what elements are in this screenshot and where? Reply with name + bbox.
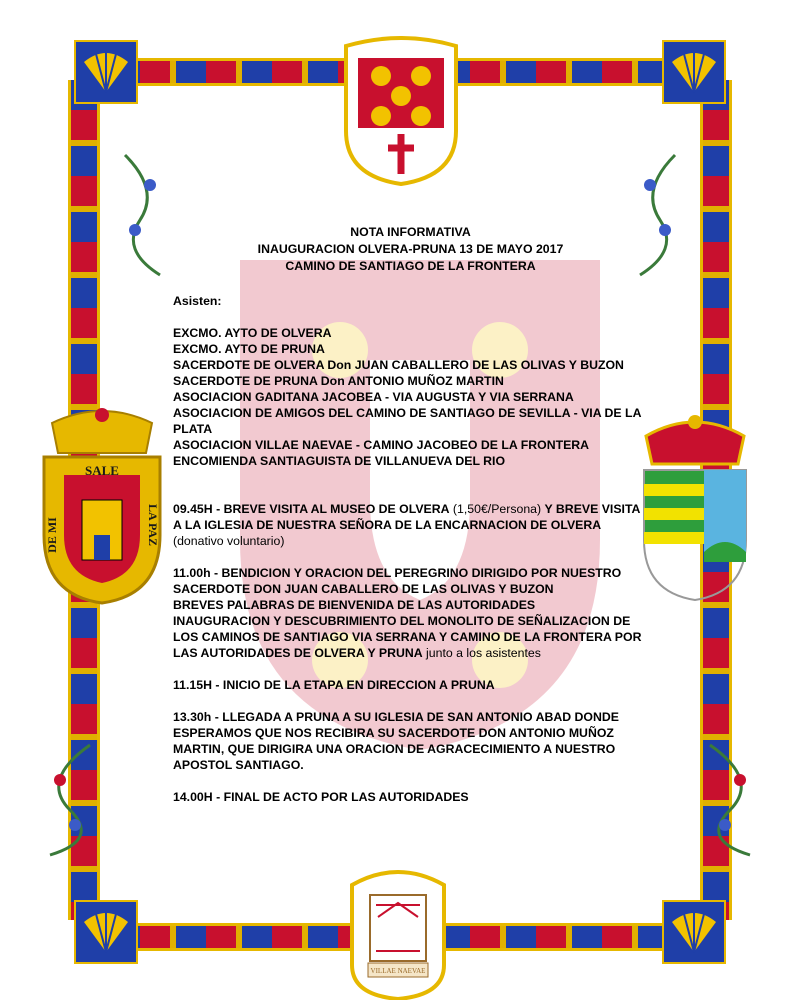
schedule-item-note: junto a los asistentes: [422, 646, 541, 660]
scallop-shell-icon: [662, 40, 726, 104]
attendee-item: SACERDOTE DE PRUNA Don ANTONIO MUÑOZ MARTIN: [173, 374, 504, 388]
vine-decoration: [700, 740, 770, 860]
seal-right-text: LA PAZ: [146, 503, 160, 547]
document-body: [173, 224, 648, 805]
document-route: CAMINO DE SANTIAGO DE LA FRONTERA: [285, 259, 536, 273]
scallop-shell-icon: [662, 900, 726, 964]
schedule-item: BREVES PALABRAS DE BIENVENIDA DE LAS AUTORIDADES: [173, 598, 536, 612]
schedule-item-price: (1,50€/Persona): [449, 502, 545, 516]
schedule-item-text: 09.45H - BREVE VISITA AL MUSEO DE OLVERA: [173, 502, 450, 516]
schedule-item: [173, 501, 648, 549]
seal-top-text: SALE: [85, 463, 119, 478]
villae-naevae-logo: [346, 865, 450, 1000]
attendee-item: ASOCIACION DE AMIGOS DEL CAMINO DE SANTIAGO DE SEVILLA - VIA DE LA PLATA: [173, 406, 641, 436]
olvera-coat-of-arms: [36, 405, 168, 605]
attendee-item: EXCMO. AYTO DE OLVERA: [173, 326, 332, 340]
logo-name-text: VILLAE NAEVAE: [370, 967, 426, 975]
document-title: NOTA INFORMATIVA: [350, 225, 471, 239]
pruna-coat-of-arms: [640, 412, 750, 602]
attendee-item: SACERDOTE DE OLVERA Don JUAN CABALLERO DE LAS OLIVAS Y BUZON: [173, 358, 624, 372]
scallop-shell-icon: [74, 900, 138, 964]
schedule-item: 11.00h - BENDICION Y ORACION DEL PEREGRINO DIRIGIDO POR NUESTRO SACERDOTE DON JUAN CABALLERO DE LAS OLIVAS Y BUZON: [173, 566, 622, 596]
attendee-item: EXCMO. AYTO DE PRUNA: [173, 342, 325, 356]
schedule-item-text: Y BREVE VISITA A LA IGLESIA DE NUESTRA SEÑORA DE LA ENCARNACION DE OLVERA: [173, 502, 640, 532]
vine-decoration: [30, 740, 100, 860]
attendee-item: ASOCIACION VILLAE NAEVAE - CAMINO JACOBEO DE LA FRONTERA: [173, 438, 590, 452]
scallop-shell-icon: [74, 40, 138, 104]
schedule-item: 11.15H - INICIO DE LA ETAPA EN DIRECCION A PRUNA: [173, 678, 495, 692]
vine-decoration: [120, 150, 180, 280]
document-subtitle: INAUGURACION OLVERA-PRUNA 13 DE MAYO 2017: [257, 242, 564, 256]
schedule-item-note: (donativo voluntario): [173, 534, 285, 548]
attendee-item: ASOCIACION GADITANA JACOBEA - VIA AUGUSTA Y VIA SERRANA: [173, 390, 574, 404]
schedule-item-text: INAUGURACION Y DESCUBRIMIENTO DEL MONOLITO DE SEÑALIZACION DE LOS CAMINOS DE SANTIAGO VIA SERRANA Y CAMINO DE LA FRONTERA POR LAS AUTORIDADES DE OLVERA Y PRUNA: [173, 614, 642, 660]
santiago-shield-emblem: [336, 36, 466, 188]
document-header: [173, 224, 648, 275]
seal-left-text: DE MI: [45, 517, 59, 553]
schedule-item: 14.00H - FINAL DE ACTO POR LAS AUTORIDADES: [173, 790, 469, 804]
attendee-item: ENCOMIENDA SANTIAGUISTA DE VILLANUEVA DEL RIO: [173, 454, 506, 468]
schedule-item: 13.30h - LLEGADA A PRUNA A SU IGLESIA DE SAN ANTONIO ABAD DONDE ESPERAMOS QUE NOS RECIBIRA SU SACERDOTE DON ANTONIO MUÑOZ MARTIN, QUE DIRIGIRA UNA ORACION DE AGRACECIMIENTO A NUESTRO APOSTOL SANTIAGO.: [173, 710, 619, 772]
attendees-label: Asisten:: [173, 294, 222, 308]
schedule-item: [173, 613, 648, 661]
